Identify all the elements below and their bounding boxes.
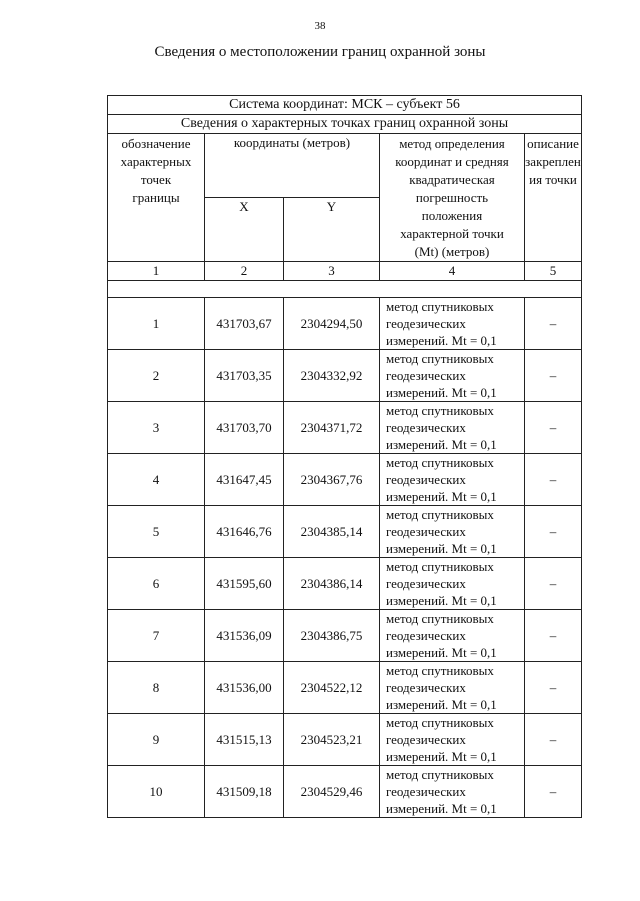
method-line: геодезических: [386, 732, 466, 747]
y-coordinate-cell: 2304332,92: [284, 350, 380, 402]
spacer-row: [108, 281, 582, 298]
method-line: измерений. Mt = 0,1: [386, 645, 497, 660]
method-line: геодезических: [386, 680, 466, 695]
point-number-cell: 3: [108, 402, 205, 454]
x-coordinate-cell: 431515,13: [205, 714, 284, 766]
y-coordinate-cell: 2304523,21: [284, 714, 380, 766]
description-cell: –: [525, 350, 582, 402]
method-line: геодезических: [386, 576, 466, 591]
boundary-points-table: [107, 95, 582, 818]
y-coordinate-cell: 2304367,76: [284, 454, 380, 506]
point-number-cell: 2: [108, 350, 205, 402]
header-line: погрешность: [415, 190, 489, 205]
method-line: измерений. Mt = 0,1: [386, 541, 497, 556]
header-line: положения: [421, 208, 483, 223]
description-cell: –: [525, 402, 582, 454]
method-line: измерений. Mt = 0,1: [386, 697, 497, 712]
header-line: характерных: [120, 154, 192, 169]
column-number: 5: [525, 262, 582, 281]
header-line: ия точки: [529, 172, 577, 187]
table-row: [108, 402, 582, 454]
point-number-cell: 7: [108, 610, 205, 662]
method-cell: [380, 506, 525, 558]
method-cell: [380, 766, 525, 818]
spacer-cell: [108, 281, 582, 298]
method-line: метод спутниковых: [386, 611, 494, 626]
method-line: метод спутниковых: [386, 507, 494, 522]
document-title: Сведения о местоположении границ охранной зоны: [154, 44, 486, 60]
header-line: обозначение: [121, 136, 191, 151]
method-line: геодезических: [386, 472, 466, 487]
y-coordinate-cell: 2304522,12: [284, 662, 380, 714]
method-cell: [380, 298, 525, 350]
point-number-cell: 1: [108, 298, 205, 350]
description-cell: –: [525, 766, 582, 818]
header-line: (Mt) (метров): [414, 244, 490, 259]
method-line: метод спутниковых: [386, 715, 494, 730]
x-coordinate-cell: 431703,35: [205, 350, 284, 402]
description-cell: –: [525, 610, 582, 662]
method-line: метод спутниковых: [386, 767, 494, 782]
y-coordinate-cell: 2304385,14: [284, 506, 380, 558]
coordinate-system-cell: Система координат: МСК – субъект 56: [108, 96, 582, 115]
x-coordinate-cell: 431536,09: [205, 610, 284, 662]
method-line: метод спутниковых: [386, 663, 494, 678]
column-number: 1: [108, 262, 205, 281]
method-cell: [380, 558, 525, 610]
method-line: геодезических: [386, 420, 466, 435]
header-description: [525, 134, 582, 262]
method-line: геодезических: [386, 784, 466, 799]
header-line: координат и средняя: [395, 154, 509, 169]
header-line: границы: [132, 190, 180, 205]
method-line: метод спутниковых: [386, 559, 494, 574]
method-cell: [380, 350, 525, 402]
method-line: метод спутниковых: [386, 455, 494, 470]
method-cell: [380, 454, 525, 506]
point-number-cell: 4: [108, 454, 205, 506]
method-line: геодезических: [386, 628, 466, 643]
x-coordinate-cell: 431647,45: [205, 454, 284, 506]
table-row: [108, 714, 582, 766]
x-coordinate-cell: 431509,18: [205, 766, 284, 818]
header-method: [380, 134, 525, 262]
header-line: квадратическая: [409, 172, 495, 187]
point-number-cell: 5: [108, 506, 205, 558]
y-coordinate-cell: 2304371,72: [284, 402, 380, 454]
method-line: измерений. Mt = 0,1: [386, 333, 497, 348]
header-coordinates: координаты (метров): [205, 134, 380, 198]
point-number-cell: 6: [108, 558, 205, 610]
y-coordinate-cell: 2304386,14: [284, 558, 380, 610]
description-cell: –: [525, 454, 582, 506]
description-cell: –: [525, 714, 582, 766]
x-coordinate-cell: 431703,67: [205, 298, 284, 350]
column-number: 2: [205, 262, 284, 281]
point-number-cell: 8: [108, 662, 205, 714]
description-cell: –: [525, 558, 582, 610]
y-coordinate-cell: 2304386,75: [284, 610, 380, 662]
method-cell: [380, 402, 525, 454]
method-cell: [380, 714, 525, 766]
table-row: [108, 662, 582, 714]
y-coordinate-cell: 2304294,50: [284, 298, 380, 350]
method-line: геодезических: [386, 316, 466, 331]
x-coordinate-cell: 431646,76: [205, 506, 284, 558]
method-cell: [380, 662, 525, 714]
method-line: измерений. Mt = 0,1: [386, 437, 497, 452]
table-row: [108, 298, 582, 350]
method-line: измерений. Mt = 0,1: [386, 385, 497, 400]
point-number-cell: 10: [108, 766, 205, 818]
header-line: закреплен: [525, 154, 581, 169]
header-line: характерной точки: [400, 226, 504, 241]
description-cell: –: [525, 506, 582, 558]
method-line: геодезических: [386, 524, 466, 539]
column-number: 3: [284, 262, 380, 281]
table-row: [108, 558, 582, 610]
table-row: [108, 610, 582, 662]
method-line: метод спутниковых: [386, 299, 494, 314]
method-line: метод спутниковых: [386, 403, 494, 418]
method-line: геодезических: [386, 368, 466, 383]
table-row: [108, 350, 582, 402]
method-line: измерений. Mt = 0,1: [386, 801, 497, 816]
description-cell: –: [525, 298, 582, 350]
table-subtitle-cell: Сведения о характерных точках границ охранной зоны: [108, 115, 582, 134]
method-cell: [380, 610, 525, 662]
method-line: измерений. Mt = 0,1: [386, 489, 497, 504]
x-coordinate-cell: 431595,60: [205, 558, 284, 610]
header-x: X: [205, 198, 284, 262]
method-line: измерений. Mt = 0,1: [386, 593, 497, 608]
table-row: [108, 766, 582, 818]
table-row: [108, 506, 582, 558]
table-row: [108, 454, 582, 506]
x-coordinate-cell: 431703,70: [205, 402, 284, 454]
header-line: точек: [140, 172, 172, 187]
header-point-designation: [108, 134, 205, 262]
x-coordinate-cell: 431536,00: [205, 662, 284, 714]
header-y: Y: [284, 198, 380, 262]
method-line: метод спутниковых: [386, 351, 494, 366]
header-line: описание: [527, 136, 579, 151]
description-cell: –: [525, 662, 582, 714]
column-number: 4: [380, 262, 525, 281]
y-coordinate-cell: 2304529,46: [284, 766, 380, 818]
point-number-cell: 9: [108, 714, 205, 766]
header-line: метод определения: [399, 136, 505, 151]
page-number: 38: [314, 20, 326, 32]
method-line: измерений. Mt = 0,1: [386, 749, 497, 764]
